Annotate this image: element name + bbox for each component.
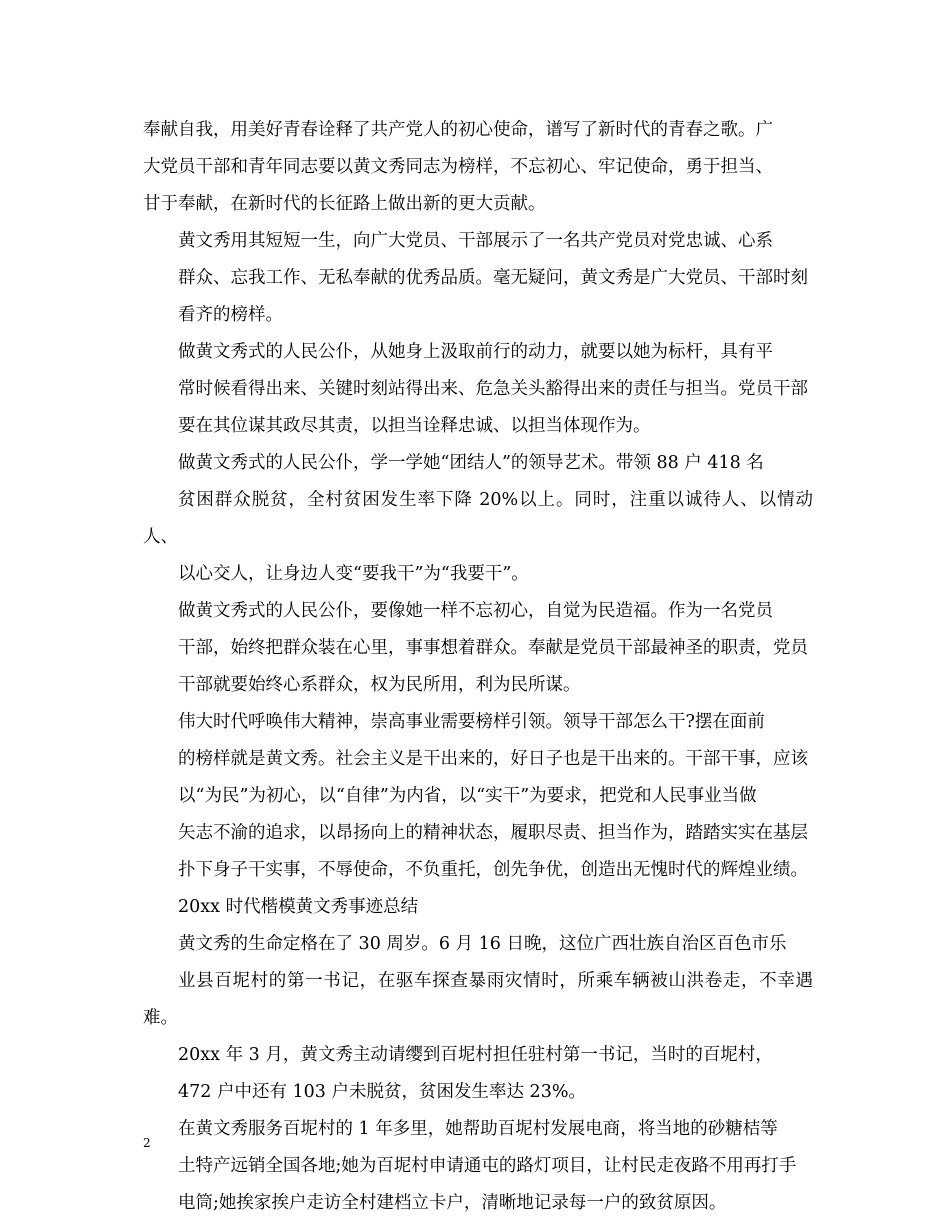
paragraph-line: 群众、忘我工作、无私奉献的优秀品质。毫无疑问，黄文秀是广大党员、干部时刻: [178, 268, 808, 288]
paragraph-line: 常时候看得出来、关键时刻站得出来、危急关头豁得出来的责任与担当。党员干部: [178, 379, 808, 399]
paragraph-line: 看齐的榜样。: [178, 305, 283, 325]
paragraph-line: 土特产远销全国各地;她为百坭村申请通屯的路灯项目，让村民走夜路不用再打手: [178, 1156, 797, 1176]
paragraph-line: 在黄文秀服务百坭村的 1 年多里，她帮助百坭村发展电商，将当地的砂糖桔等: [178, 1119, 778, 1139]
paragraph-line: 干部，始终把群众装在心里，事事想着群众。奉献是党员干部最神圣的职责，党员: [178, 638, 808, 658]
paragraph-line: 大党员干部和青年同志要以黄文秀同志为榜样，不忘初心、牢记使命，勇于担当、: [143, 157, 773, 177]
paragraph-line: 472 户中还有 103 户未脱贫，贫困发生率达 23%。: [178, 1082, 586, 1102]
paragraph-line: 以“为民”为初心，以“自律”为内省，以“实干”为要求，把党和人民事业当做: [178, 786, 757, 806]
body-paragraph: [143, 593, 813, 704]
body-paragraph: [143, 223, 813, 334]
paragraph-line: 奉献自我，用美好青春诠释了共产党人的初心使命，谱写了新时代的青春之歌。广: [143, 120, 773, 140]
paragraph-line: 做黄文秀式的人民公仆，要像她一样不忘初心，自觉为民造福。作为一名党员: [178, 601, 773, 621]
paragraph-line: 以心交人，让身边人变“要我干”为“我要干”。: [178, 564, 529, 584]
paragraph-line: 业县百坭村的第一书记，在驱车探查暴雨灾情时，所乘车辆被山洪卷走，不幸遇难。: [143, 971, 813, 1028]
paragraph-line: 黄文秀用其短短一生，向广大党员、干部展示了一名共产党员对党忠诚、心系: [178, 231, 773, 251]
body-paragraph: [143, 704, 813, 889]
body-paragraph: [143, 1111, 813, 1222]
paragraph-line: 电筒;她挨家挨户走访全村建档立卡户，清晰地记录每一户的致贫原因。: [178, 1193, 727, 1213]
paragraph-line: 扑下身子干实事，不辱使命，不负重托，创先争优，创造出无愧时代的辉煌业绩。: [178, 860, 808, 880]
body-paragraph: [143, 445, 813, 593]
body-paragraph: [143, 926, 813, 1037]
body-paragraph: [143, 1037, 813, 1111]
document-body: [143, 112, 813, 1222]
paragraph-line: 20xx 时代楷模黄文秀事迹总结: [178, 897, 419, 917]
paragraph-line: 20xx 年 3 月，黄文秀主动请缨到百坭村担任驻村第一书记，当时的百坭村，: [178, 1045, 773, 1065]
page-number: 2: [143, 1136, 151, 1150]
paragraph-line: 矢志不渝的追求，以昂扬向上的精神状态，履职尽责、担当作为，踏踏实实在基层: [178, 823, 808, 843]
paragraph-line: 做黄文秀式的人民公仆，从她身上汲取前行的动力，就要以她为标杆，具有平: [178, 342, 773, 362]
paragraph-line: 贫困群众脱贫，全村贫困发生率下降 20%以上。同时，注重以诚待人、以情动人、: [143, 490, 813, 547]
paragraph-line: 的榜样就是黄文秀。社会主义是干出来的，好日子也是干出来的。干部干事，应该: [178, 749, 808, 769]
paragraph-line: 甘于奉献，在新时代的长征路上做出新的更大贡献。: [143, 194, 546, 214]
paragraph-line: 伟大时代呼唤伟大精神，崇高事业需要榜样引领。领导干部怎么干?摆在面前: [178, 712, 765, 732]
body-paragraph: [143, 334, 813, 445]
paragraph-line: 做黄文秀式的人民公仆，学一学她“团结人”的领导艺术。带领 88 户 418 名: [178, 453, 764, 473]
body-paragraph: [143, 112, 813, 223]
paragraph-line: 要在其位谋其政尽其责，以担当诠释忠诚、以担当体现作为。: [178, 416, 651, 436]
paragraph-line: 黄文秀的生命定格在了 30 周岁。6 月 16 日晚，这位广西壮族自治区百色市乐: [178, 934, 787, 954]
paragraph-line: 干部就要始终心系群众，权为民所用，利为民所谋。: [178, 675, 581, 695]
body-paragraph: [143, 889, 813, 926]
